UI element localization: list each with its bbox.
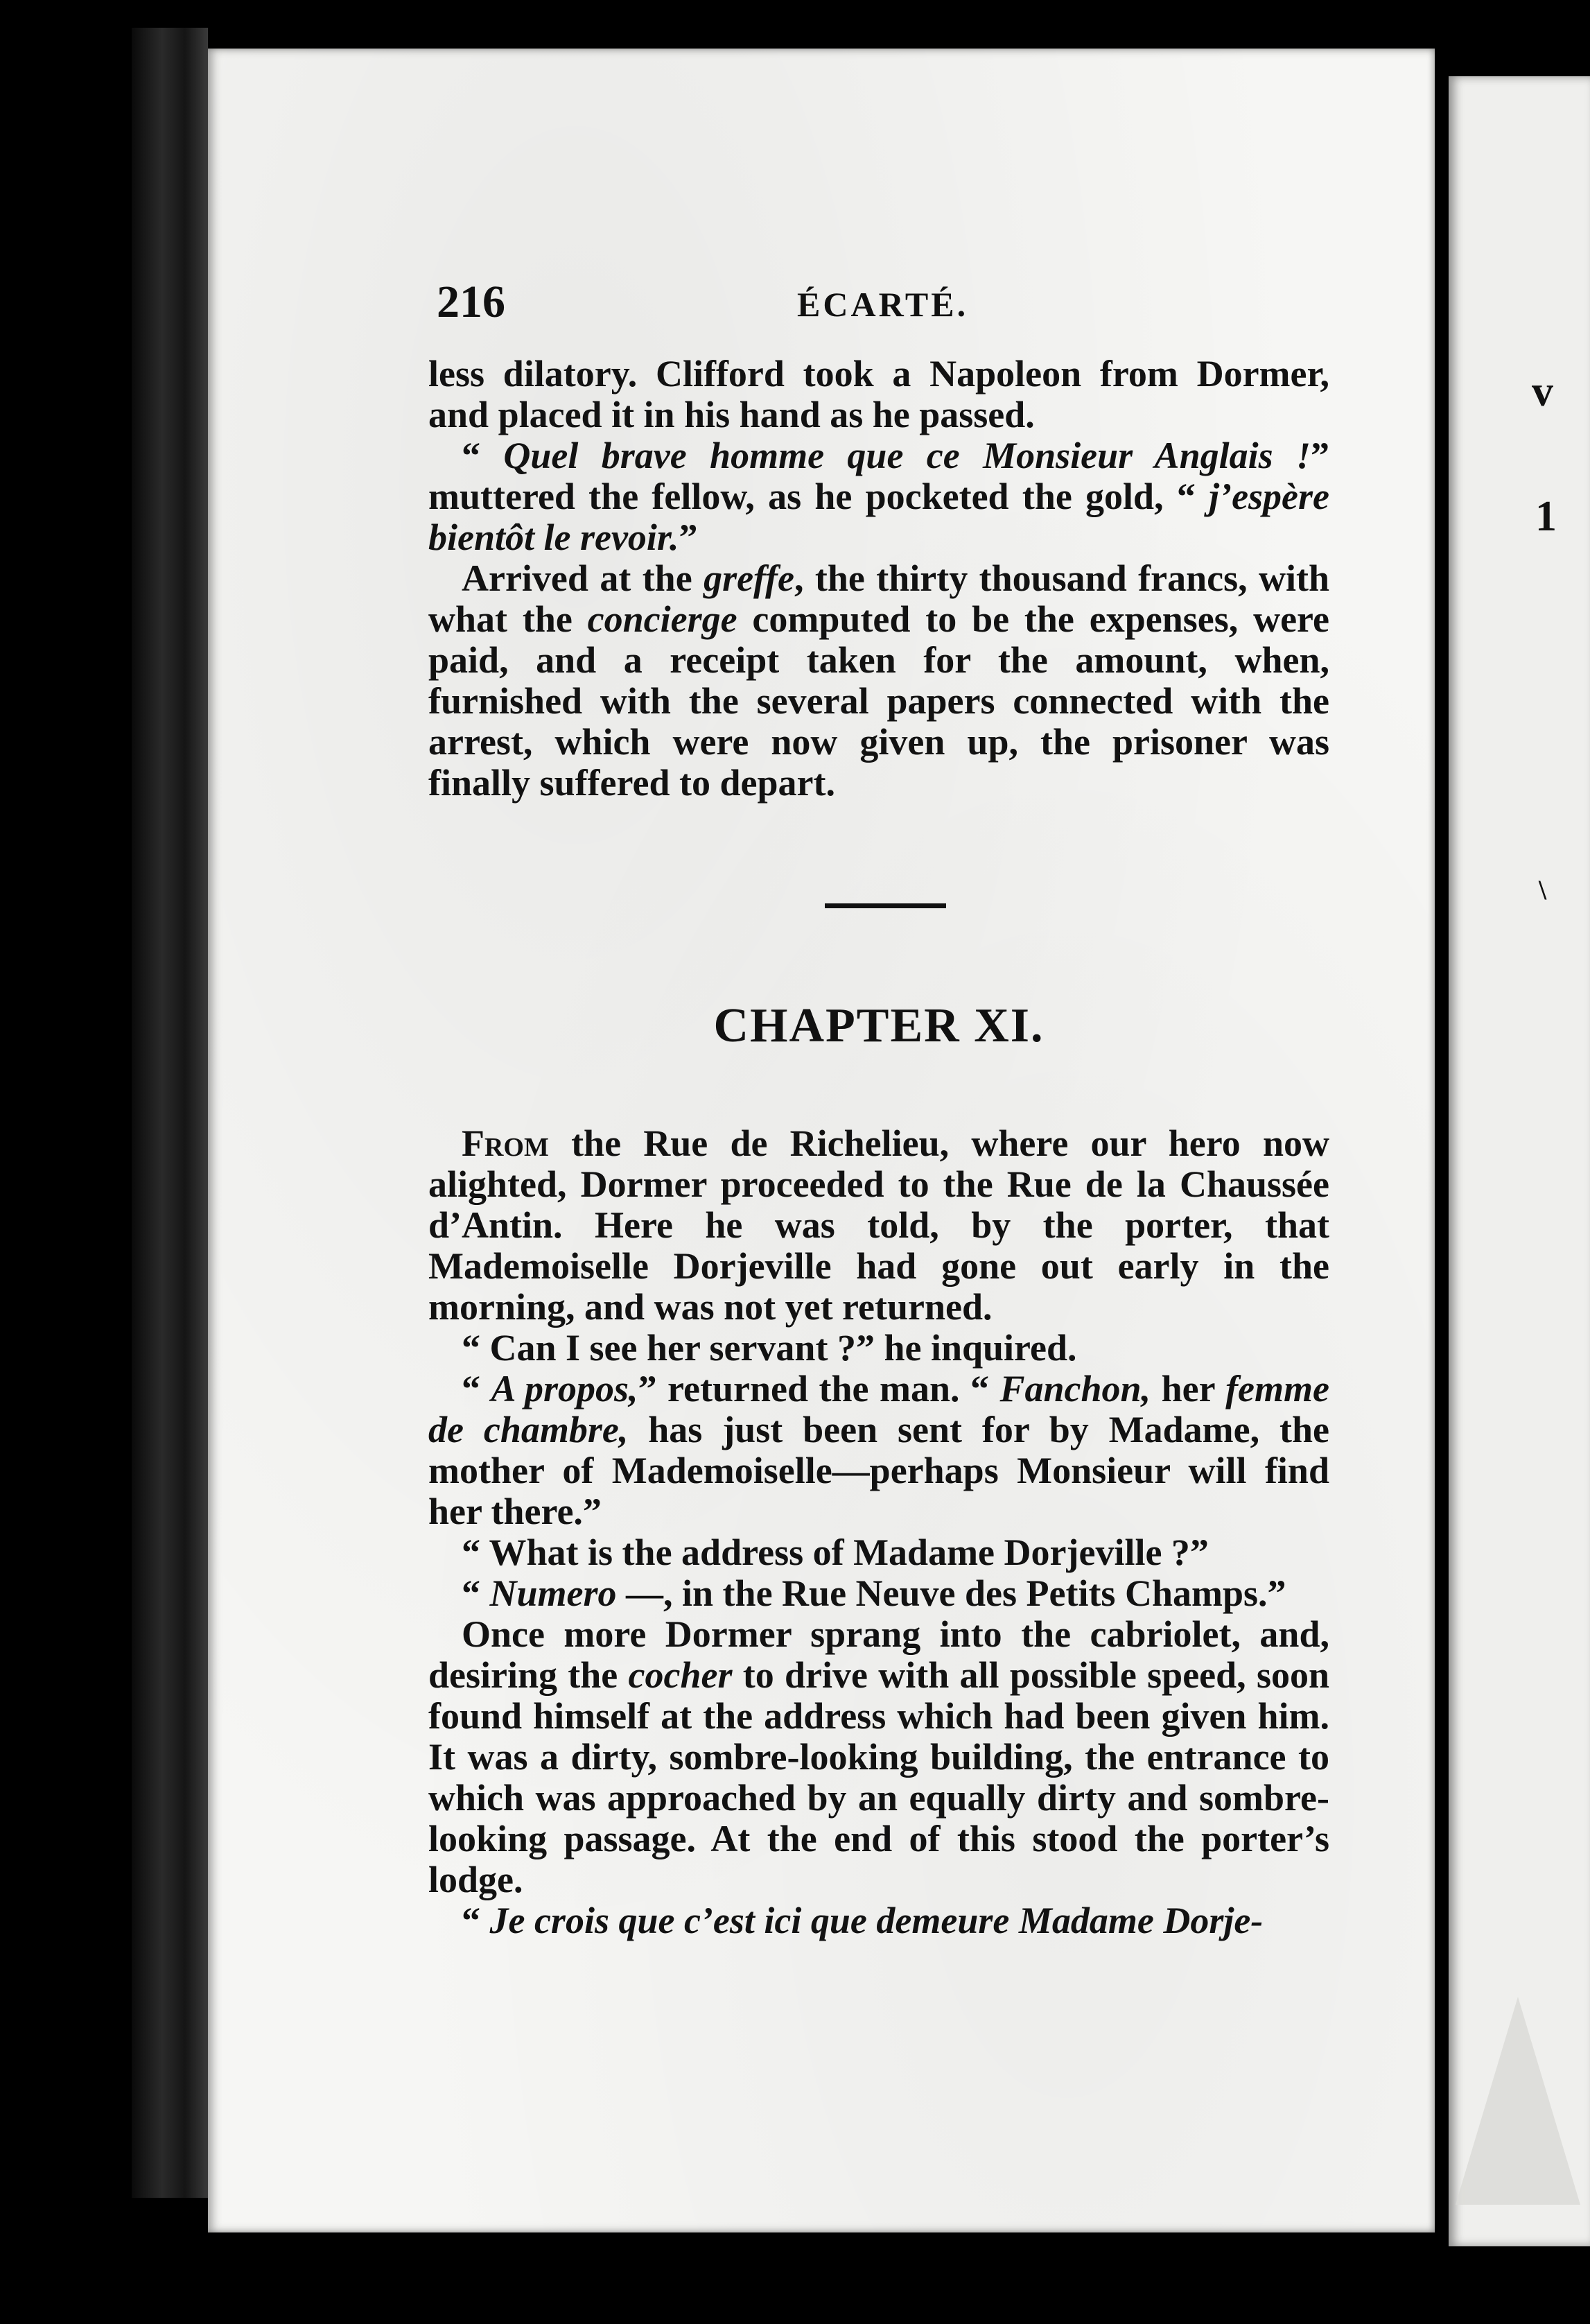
section-rule (825, 903, 946, 908)
paragraph (428, 1614, 1329, 1900)
italic-text: Je crois que c’est ici que demeure Madame Dorje- (489, 1900, 1264, 1941)
book-binding (132, 28, 208, 2198)
paragraph (428, 1123, 1329, 1328)
italic-text: concierge (587, 598, 737, 640)
italic-text: cocher (628, 1654, 733, 1696)
text-run: ” muttered the fellow, as he pocketed the gold, “ (428, 435, 1329, 517)
paragraph (428, 354, 1329, 435)
adjacent-page-fragment: \ (1539, 874, 1547, 905)
page-corner-fold (1456, 1997, 1580, 2205)
italic-text: A propos, (491, 1368, 638, 1410)
text-run: Once more Dormer sprang into the cabriolet, and, desiring the (428, 1613, 1329, 1696)
italic-text: Numero (489, 1572, 617, 1614)
adjacent-page-fragment: 1 (1535, 493, 1557, 540)
page-header (437, 276, 1338, 331)
text-run: —, in the Rue Neuve des Petits Champs.” (616, 1572, 1286, 1614)
text-run: has just been sent for by Madame, the mother of Mademoiselle—perhaps Monsieur will find her there.” (428, 1409, 1330, 1532)
text-run: less dilatory. Clifford took a Napoleon from Dormer, and placed it in his hand as he passed. (428, 353, 1329, 435)
page-number: 216 (437, 277, 505, 327)
text-run: ” returned the man. “ (638, 1368, 1000, 1410)
text-run: her (1151, 1368, 1226, 1410)
running-head: ÉCARTÉ. (797, 285, 969, 324)
text-run: the Rue de Richelieu, where our hero now alighted, Dormer proceeded to the Rue de la Chaussée d’Antin. Here he was told, by the porter, that Mademoiselle Dorjeville had gone out early in the morning, and was not yet returned. (428, 1122, 1329, 1328)
paragraph (428, 1532, 1329, 1573)
text-run: ” (679, 517, 698, 558)
italic-text: greffe (704, 557, 795, 599)
paragraph (428, 1573, 1329, 1614)
paragraph (428, 1900, 1329, 1941)
text-run: to drive with all possible speed, soon found himself at the address which had been given him. It was a dirty, sombre-looking building, the entrance to which was approached by an equally dirty and sombre-looking passage. At the end of this stood the porter’s lodge. (428, 1654, 1329, 1900)
italic-text: Fanchon, (999, 1368, 1151, 1410)
italic-text: Quel brave homme que ce Monsieur Anglais ! (503, 435, 1311, 476)
text-run: “ Can I see her servant ?” he inquired. (462, 1327, 1077, 1369)
body-text-chapter (428, 1123, 1329, 1941)
adjacent-page (1449, 76, 1590, 2246)
small-caps-text: From (462, 1122, 549, 1164)
paragraph (428, 435, 1329, 558)
text-run: Arrived at the (462, 557, 704, 599)
adjacent-page-fragment: v (1532, 368, 1553, 415)
chapter-title: CHAPTER XI. (713, 999, 1045, 1052)
text-run: “ (462, 1900, 490, 1941)
text-run: computed to be the expenses, were paid, and a receipt taken for the amount, when, furnished with the several papers connected with the arrest, which were now given up, the prisoner was finally suffered to depart. (428, 598, 1329, 804)
text-run: “ (462, 1368, 491, 1410)
paragraph (428, 1369, 1329, 1532)
paragraph (428, 1328, 1329, 1369)
paragraph (428, 558, 1329, 804)
italic-text: j’espère bientôt le revoir. (428, 476, 1329, 558)
text-run: “ (462, 435, 504, 476)
text-run: “ What is the address of Madame Dorjeville ?” (462, 1532, 1209, 1573)
body-text-top (428, 354, 1329, 804)
text-run: “ (462, 1572, 490, 1614)
text-run: , the thirty thousand francs, with what the (428, 557, 1329, 640)
italic-text: femme de chambre, (428, 1368, 1329, 1450)
